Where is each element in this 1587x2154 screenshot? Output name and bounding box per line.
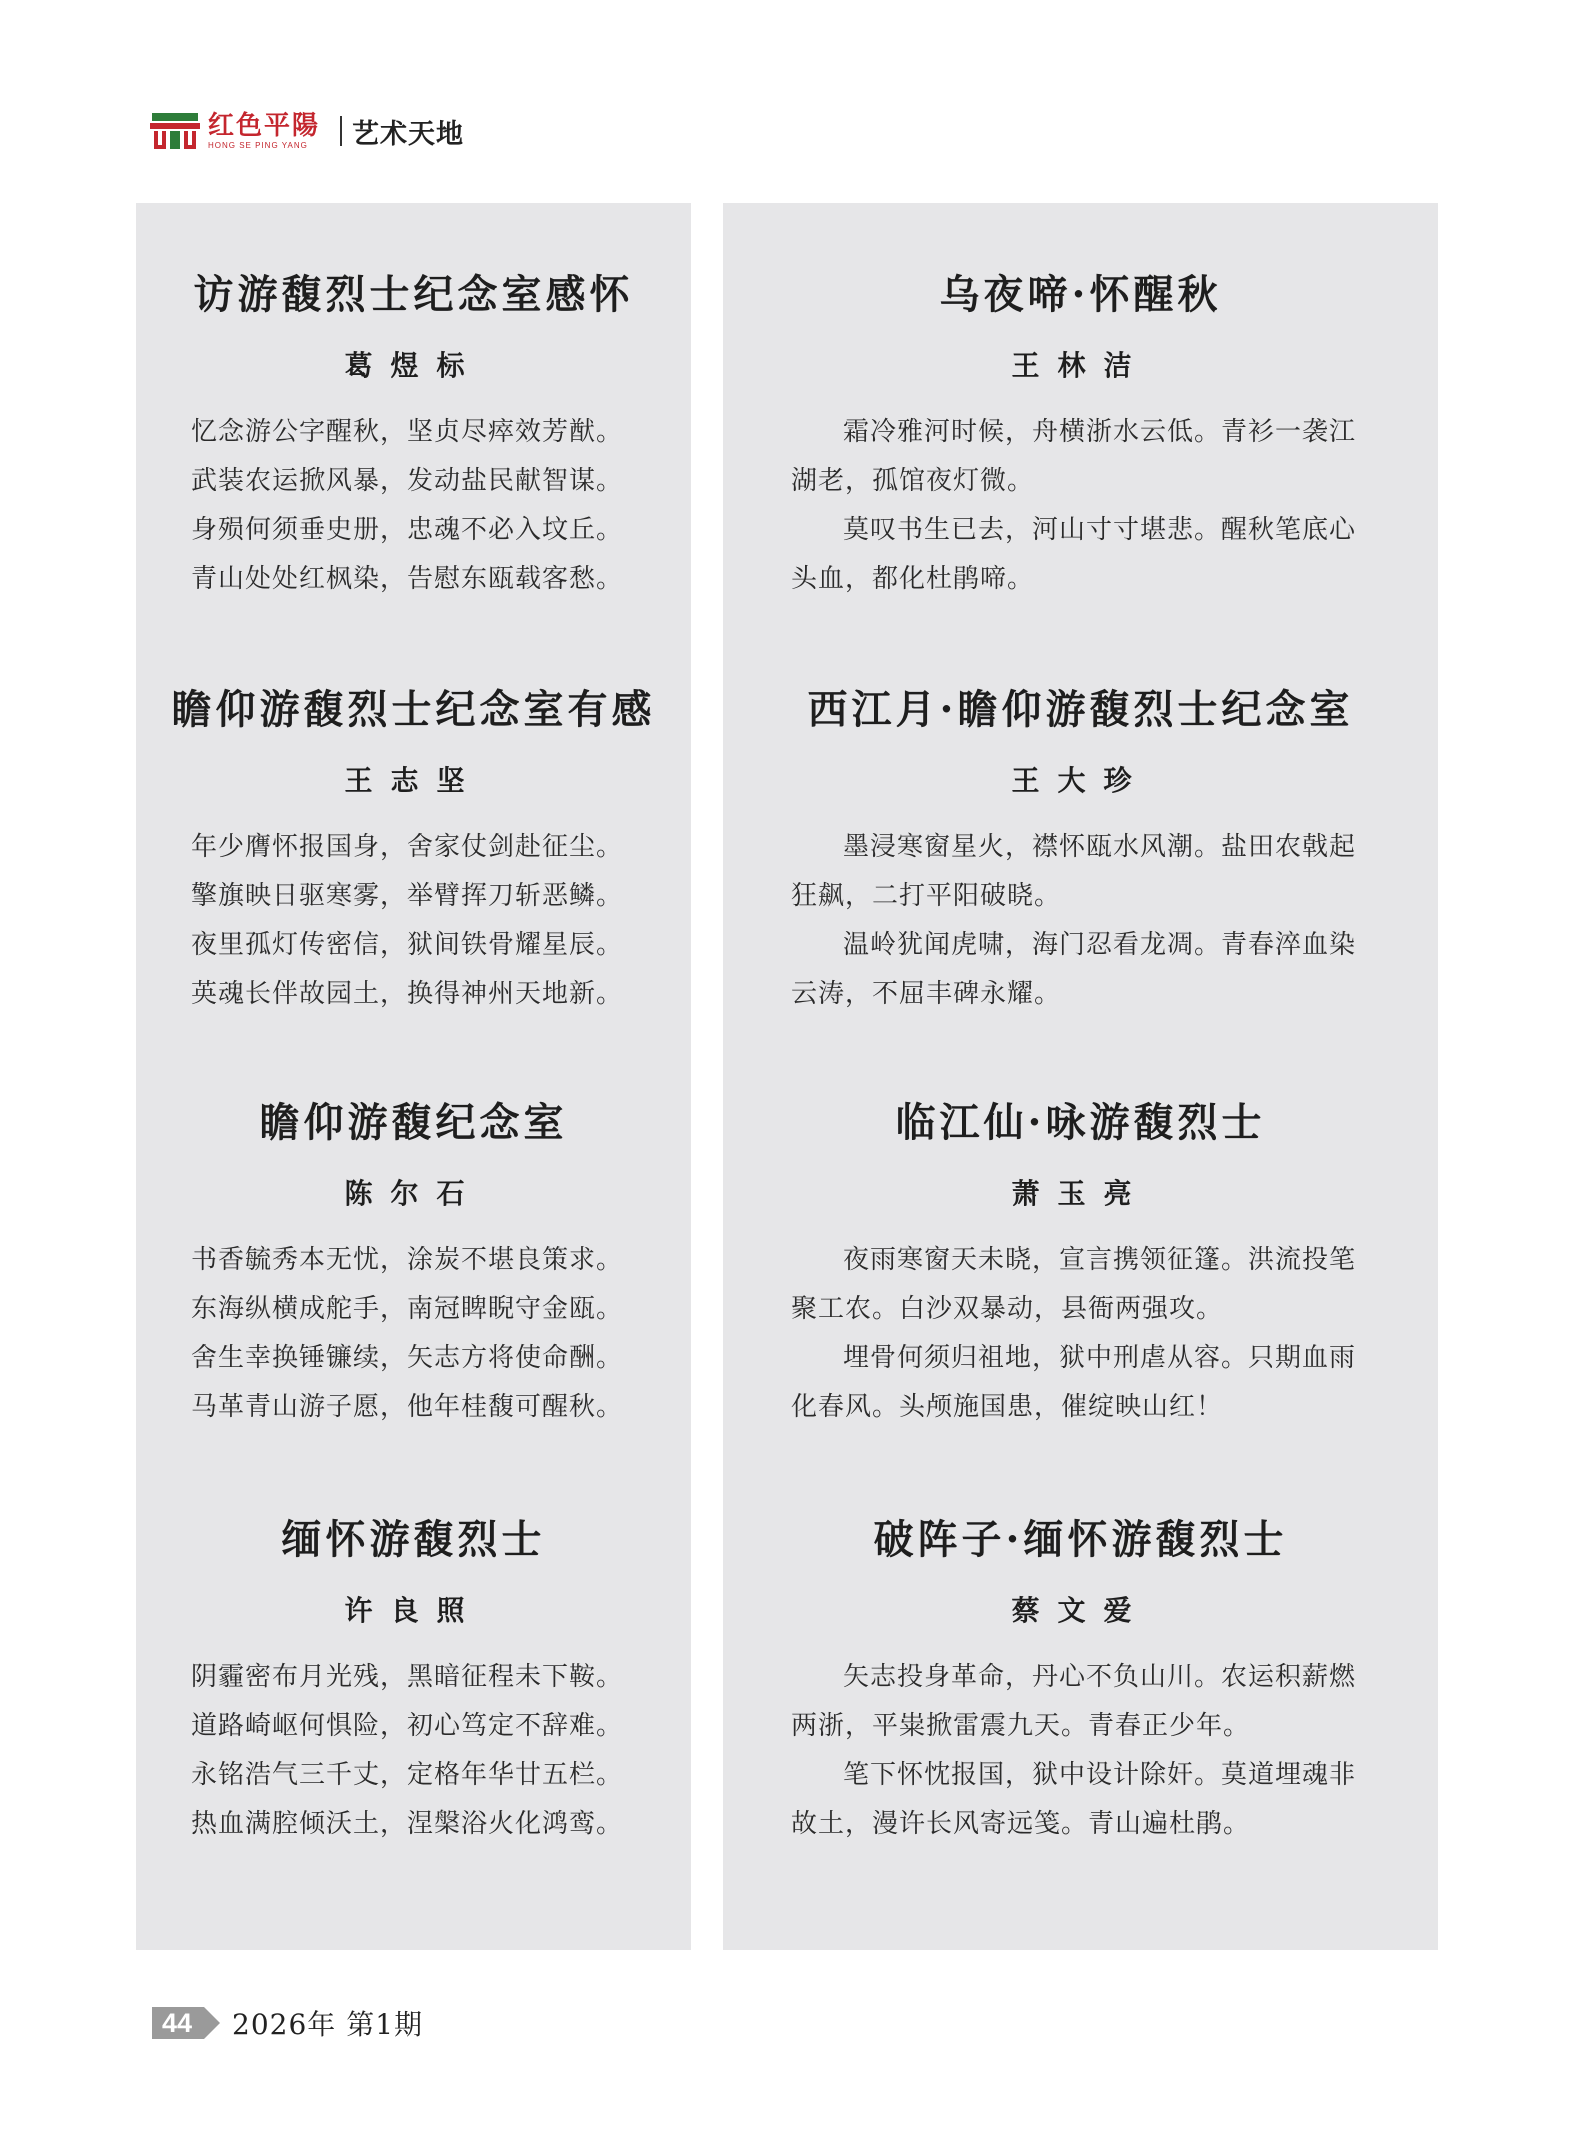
poem-body bbox=[723, 823, 1438, 1019]
poem-body bbox=[723, 1236, 1438, 1432]
logo-text bbox=[208, 110, 321, 150]
header-divider bbox=[340, 116, 342, 146]
poem-stanza: 夜雨寒窗天未晓，宣言携领征篷。洪流投笔聚工农。白沙双暴动，县衙两强攻。 bbox=[791, 1245, 1357, 1324]
poem-title: 瞻仰游馥纪念室 bbox=[259, 1099, 568, 1146]
poem-body bbox=[136, 1236, 691, 1432]
poem-line: 年少膺怀报国身，舍家仗剑赴征尘。 bbox=[191, 832, 624, 862]
poem-line: 热血满腔倾沃土，涅槃浴火化鸿鸾。 bbox=[191, 1809, 624, 1839]
poem-author: 陈尔石 bbox=[344, 1177, 483, 1210]
poem-author: 王志坚 bbox=[344, 764, 483, 797]
poem-body bbox=[136, 408, 691, 604]
poem-card bbox=[723, 678, 1438, 1019]
poem-author: 许良照 bbox=[344, 1594, 483, 1627]
logo-chinese: 红色平陽 bbox=[208, 110, 321, 141]
poem-card bbox=[723, 1508, 1438, 1849]
poem-stanza: 莫叹书生已去，河山寸寸堪悲。醒秋笔底心头血，都化杜鹃啼。 bbox=[791, 515, 1357, 594]
poem-line: 武装农运掀风暴，发动盐民献智谋。 bbox=[191, 466, 624, 496]
poem-line: 英魂长伴故园土，换得神州天地新。 bbox=[191, 979, 624, 1009]
poem-card bbox=[136, 1091, 691, 1432]
poem-stanza: 墨浸寒窗星火，襟怀瓯水风潮。盐田农戟起狂飙，二打平阳破晓。 bbox=[791, 832, 1357, 911]
page-footer bbox=[152, 2003, 423, 2043]
poem-line: 书香毓秀本无忧，涂炭不堪良策求。 bbox=[191, 1245, 624, 1275]
logo-english: HONG SE PING YANG bbox=[208, 140, 308, 150]
left-column bbox=[136, 203, 691, 1950]
poem-line: 青山处处红枫染，告慰东瓯载客愁。 bbox=[191, 564, 624, 594]
right-column bbox=[723, 203, 1438, 1950]
section-title: 艺术天地 bbox=[352, 118, 465, 149]
poem-line: 永铭浩气三千丈，定格年华廿五栏。 bbox=[191, 1760, 624, 1790]
poem-stanza: 霜冷雅河时候，舟横浙水云低。青衫一袭江湖老，孤馆夜灯微。 bbox=[791, 417, 1357, 496]
poem-author: 王大珍 bbox=[1011, 764, 1150, 797]
poem-line: 擎旗映日驱寒雾，举臂挥刀斩恶鳞。 bbox=[191, 881, 624, 911]
poem-card bbox=[723, 263, 1438, 604]
issue-label: 2026年 第1期 bbox=[232, 2008, 424, 2041]
logo-icon bbox=[150, 111, 200, 151]
poem-body bbox=[136, 823, 691, 1019]
poem-card bbox=[723, 1091, 1438, 1432]
poem-line: 东海纵横成舵手，南冠睥睨守金瓯。 bbox=[191, 1294, 624, 1324]
poem-stanza: 矢志投身革命，丹心不负山川。农运积薪燃两浙，平粜掀雷震九天。青春正少年。 bbox=[791, 1662, 1357, 1741]
poem-body bbox=[723, 408, 1438, 604]
poem-title: 破阵子·缅怀游馥烈士 bbox=[873, 1516, 1288, 1563]
poem-line: 道路崎岖何惧险，初心笃定不辞难。 bbox=[191, 1711, 624, 1741]
poem-card bbox=[136, 678, 691, 1019]
poem-line: 夜里孤灯传密信，狱间铁骨耀星辰。 bbox=[191, 930, 624, 960]
poem-body bbox=[136, 1653, 691, 1849]
poem-title: 缅怀游馥烈士 bbox=[281, 1516, 546, 1563]
poem-line: 忆念游公字醒秋，坚贞尽瘁效芳猷。 bbox=[191, 417, 624, 447]
poem-title: 西江月·瞻仰游馥烈士纪念室 bbox=[807, 686, 1354, 733]
poem-stanza: 笔下怀忱报国，狱中设计除奸。莫道埋魂非故土，漫许长风寄远笺。青山遍杜鹃。 bbox=[791, 1760, 1357, 1839]
poem-stanza: 埋骨何须归祖地，狱中刑虐从容。只期血雨化春风。头颅施国患，催绽映山红！ bbox=[791, 1343, 1357, 1422]
poem-author: 萧玉亮 bbox=[1011, 1177, 1150, 1210]
poem-body bbox=[723, 1653, 1438, 1849]
poem-author: 蔡文爱 bbox=[1011, 1594, 1150, 1627]
poem-line: 马革青山游子愿，他年桂馥可醒秋。 bbox=[191, 1392, 624, 1422]
poem-title: 乌夜啼·怀醒秋 bbox=[939, 271, 1222, 318]
poem-line: 身殒何须垂史册，忠魂不必入坟丘。 bbox=[191, 515, 624, 545]
poem-title: 访游馥烈士纪念室感怀 bbox=[193, 271, 634, 318]
poem-author: 葛煜标 bbox=[344, 349, 483, 382]
page-number: 44 bbox=[152, 2007, 204, 2039]
poem-line: 阴霾密布月光残，黑暗征程未下鞍。 bbox=[191, 1662, 624, 1692]
poem-line: 舍生幸换锤镰续，矢志方将使命酬。 bbox=[191, 1343, 624, 1373]
poem-title: 瞻仰游馥烈士纪念室有感 bbox=[171, 686, 656, 733]
poem-stanza: 温岭犹闻虎啸，海门忍看龙凋。青春淬血染云涛，不屈丰碑永耀。 bbox=[791, 930, 1357, 1009]
poem-card bbox=[136, 1508, 691, 1849]
page-header bbox=[150, 108, 464, 154]
poem-title: 临江仙·咏游馥烈士 bbox=[895, 1099, 1266, 1146]
poem-author: 王林洁 bbox=[1011, 349, 1150, 382]
poem-card bbox=[136, 263, 691, 604]
